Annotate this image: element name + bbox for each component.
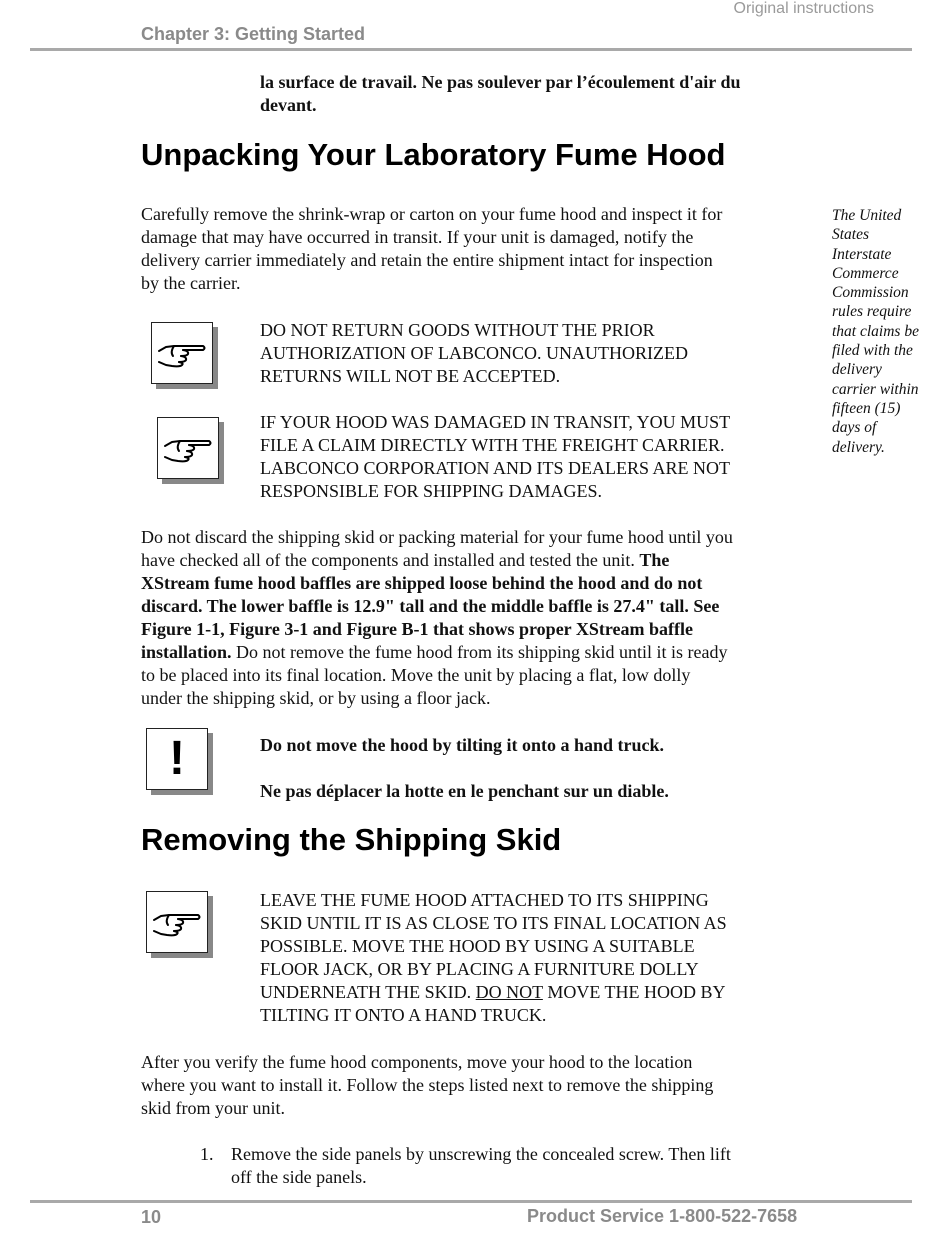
note-line: AUTHORIZATION OF LABCONCO. UNAUTHORIZED (260, 343, 688, 363)
sidebar-line: fifteen (15) (832, 399, 901, 417)
paragraph-line: skid from your unit. (141, 1098, 285, 1118)
note-line: LABCONCO CORPORATION AND ITS DEALERS ARE NOT (260, 458, 731, 478)
note-line: POSSIBLE. MOVE THE HOOD BY USING A SUITABLE (260, 936, 695, 956)
product-service-phone: Product Service 1-800-522-7658 (527, 1206, 798, 1226)
note-line: FLOOR JACK, OR BY PLACING A FURNITURE DOLLY (260, 959, 699, 979)
paragraph-text: Do not remove the fume hood from its shipping skid until it is ready (231, 642, 728, 662)
paragraph-text: have checked all of the components and installed and tested the unit. (141, 550, 640, 570)
sidebar-line: carrier within (832, 380, 919, 398)
note-line: FILE A CLAIM DIRECTLY WITH THE FREIGHT CARRIER. (260, 435, 725, 455)
sidebar-line: The United (832, 207, 902, 224)
paragraph-line: XStream fume hood baffles are shipped loose behind the hood and do not (141, 573, 703, 593)
sidebar-line: States (832, 226, 870, 244)
paragraph-line: by the carrier. (141, 273, 241, 293)
sidebar-line: delivery (832, 361, 882, 379)
pointing-hand-icon (157, 417, 219, 479)
sidebar-line: Commission (832, 284, 909, 302)
note-text: UNDERNEATH THE SKID. (260, 982, 476, 1002)
sidebar-line: that claims be (832, 322, 919, 340)
paragraph-line: where you want to install it. Follow the steps listed next to remove the shipping (141, 1075, 714, 1095)
pointing-hand-icon (146, 891, 208, 953)
shipping-skid-paragraph (141, 526, 733, 710)
paragraph-bold-text: installation. (141, 642, 232, 662)
paragraph-bold-text: The (639, 550, 670, 570)
footer-rule (30, 1200, 912, 1203)
warning-english: Do not move the hood by tilting it onto a hand truck. (260, 735, 665, 755)
note-line: SKID UNTIL IT IS AS CLOSE TO ITS FINAL LOCATION AS (260, 913, 727, 933)
chapter-title: Chapter 3: Getting Started (141, 24, 366, 44)
sidebar-line: Commerce (832, 264, 899, 282)
note-underlined-text: DO NOT (475, 982, 543, 1002)
note-line (260, 981, 727, 1004)
exclamation-glyph: ! (169, 732, 185, 785)
paragraph-line: discard. The lower baffle is 12.9" tall and the middle baffle is 27.4" tall. See (141, 596, 720, 616)
paragraph-line: damage that may have occurred in transit. If your unit is damaged, notify the (141, 227, 694, 247)
sidebar-line: rules require (832, 303, 912, 321)
unpacking-paragraph (141, 203, 722, 295)
page-number: 10 (141, 1207, 162, 1227)
paragraph-line (141, 526, 733, 549)
sidebar-line: Interstate (832, 245, 892, 263)
sidebar-note (832, 206, 940, 457)
section-heading-removing-skid: Removing the Shipping Skid (141, 822, 562, 857)
paragraph-line: Figure 1-1, Figure 3-1 and Figure B-1 that shows proper XStream baffle (141, 619, 693, 639)
paragraph-line: delivery carrier immediately and retain the entire shipment intact for inspection (141, 250, 713, 270)
note-line: RESPONSIBLE FOR SHIPPING DAMAGES. (260, 481, 603, 501)
note-leave-attached (260, 889, 727, 1027)
note-text: MOVE THE HOOD BY (542, 982, 726, 1002)
paragraph-text: Do not discard the shipping skid or packing material for your fume hood until you (141, 527, 733, 547)
continuation-line: devant. (260, 95, 317, 115)
paragraph-line: under the shipping skid, or by using a floor jack. (141, 688, 491, 708)
sidebar-line: days of (832, 419, 877, 437)
paragraph-line: After you verify the fume hood components, move your hood to the location (141, 1052, 693, 1072)
paragraph-line (141, 549, 733, 572)
header-rule (30, 48, 912, 51)
note-line: IF YOUR HOOD WAS DAMAGED IN TRANSIT, YOU MUST (260, 412, 731, 432)
sidebar-line: filed with the (832, 342, 913, 360)
sidebar-line: delivery. (832, 438, 885, 456)
verify-components-paragraph (141, 1051, 713, 1120)
original-instructions-label: Original instructions (733, 0, 874, 17)
continuation-line: la surface de travail. Ne pas soulever par l’écoulement d'air du (260, 72, 741, 92)
step-line: off the side panels. (231, 1167, 367, 1187)
warning-french: Ne pas déplacer la hotte en le penchant sur un diable. (260, 781, 669, 801)
note-line: LEAVE THE FUME HOOD ATTACHED TO ITS SHIPPING (260, 890, 709, 910)
paragraph-line: to be placed into its final location. Move the unit by placing a flat, low dolly (141, 665, 691, 685)
note-line: DO NOT RETURN GOODS WITHOUT THE PRIOR (260, 320, 655, 340)
pointing-hand-icon (151, 322, 213, 384)
warning-exclamation-icon (146, 728, 208, 790)
paragraph-line (141, 641, 733, 664)
step-number: 1. (200, 1144, 214, 1164)
note-line: TILTING IT ONTO A HAND TRUCK. (260, 1005, 547, 1025)
continuation-text (260, 71, 740, 117)
paragraph-line: Carefully remove the shrink-wrap or carton on your fume hood and inspect it for (141, 204, 723, 224)
note-line: RETURNS WILL NOT BE ACCEPTED. (260, 366, 561, 386)
note-damaged-transit (260, 411, 730, 503)
section-heading-unpacking: Unpacking Your Laboratory Fume Hood (141, 137, 726, 172)
note-return-goods (260, 319, 688, 388)
step-1-text (231, 1143, 731, 1189)
step-line: Remove the side panels by unscrewing the concealed screw. Then lift (231, 1144, 731, 1164)
